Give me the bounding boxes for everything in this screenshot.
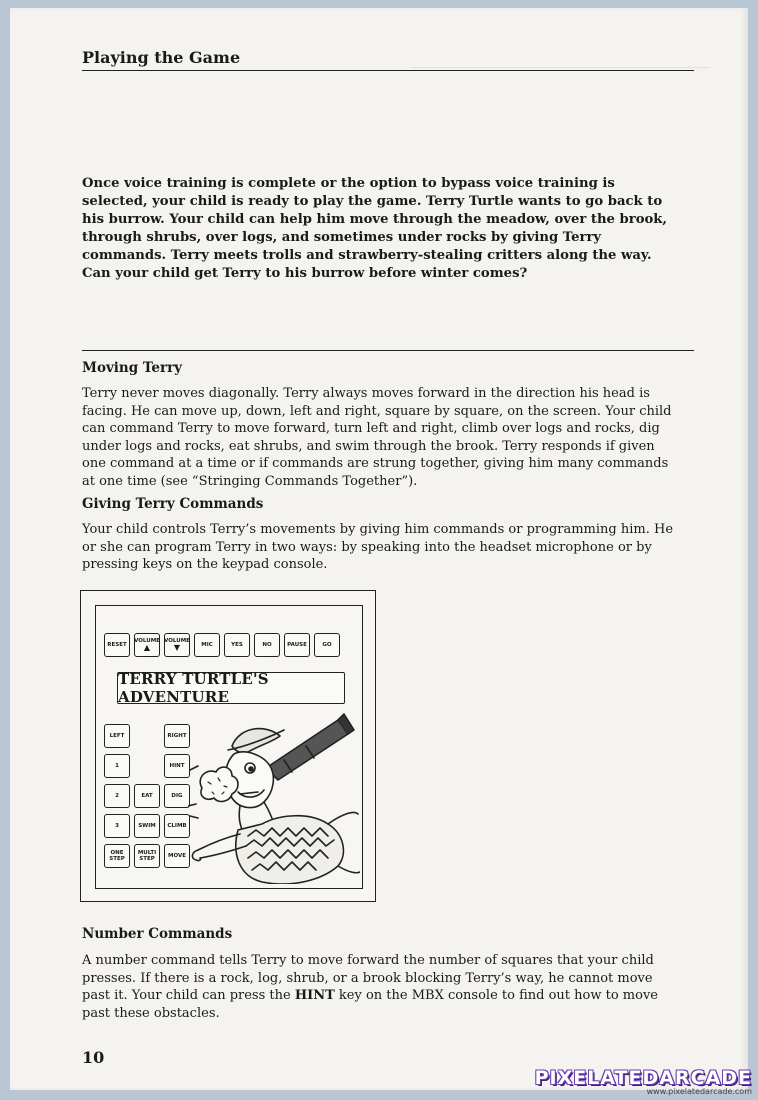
hint-key-reference: HINT (294, 988, 335, 1003)
moving-terry-text: Terry never moves diagonally. Terry always moves forward in the direction his head is facing. He can move up, down, left and right, square by square, on the screen. Your child can command Terry to move forward, turn left and right, climb over logs and rocks, dig under logs and rocks, eat shrubs, and swim through the brook. Terry responds if given one command at a time or if commands are strung together, giving him many commands at one time (see “Stringing Commands Together”). (82, 386, 672, 489)
reset-key (104, 633, 130, 657)
one-key (104, 754, 130, 778)
eat-key-label: EAT (141, 793, 153, 799)
hint-key (164, 754, 190, 778)
climb-key (164, 814, 190, 838)
number-commands-text-2: key on the MBX console to find out how to move past these obstacles. (82, 988, 658, 1021)
move-key (164, 844, 190, 868)
number-commands-paragraph (82, 952, 682, 1022)
two-key (104, 784, 130, 808)
pause-key-label: PAUSE (287, 642, 307, 648)
climb-key-label: CLIMB (167, 823, 187, 829)
go-key (314, 633, 340, 657)
mic-key (194, 633, 220, 657)
one-step-key-label: ONE STEP (109, 850, 125, 862)
moving-terry-heading: Moving Terry (82, 360, 183, 376)
right-key-label: RIGHT (167, 733, 187, 739)
reset-key-label: RESET (107, 642, 127, 648)
giving-commands-paragraph (82, 521, 682, 574)
yes-key-label: YES (231, 642, 243, 648)
watermark-url: www.pixelatedarcade.com (646, 1087, 752, 1096)
dig-key (164, 784, 190, 808)
no-key (254, 633, 280, 657)
volume-up-label: VOLUME (134, 638, 160, 644)
moving-terry-paragraph (82, 385, 682, 490)
volume-up-icon: ▲ (143, 643, 151, 652)
manual-page (10, 8, 748, 1090)
left-key (104, 724, 130, 748)
turtle-shell-icon (236, 816, 344, 884)
three-key-label: 3 (115, 823, 119, 829)
right-key (164, 724, 190, 748)
number-commands-text-1: A number command tells Terry to move forward the number of squares that your child presses. If there is a rock, log, shrub, or a brook blocking Terry’s way, he cannot move past it. Your child can press the (82, 953, 654, 1003)
move-key-label: MOVE (167, 853, 186, 859)
terry-turtle-illustration (188, 706, 360, 884)
keypad-console (95, 605, 363, 889)
two-key-label: 2 (115, 793, 119, 799)
no-key-label: NO (262, 642, 272, 648)
dig-key-label: DIG (171, 793, 183, 799)
page-title: Playing the Game (82, 48, 241, 67)
one-key-label: 1 (115, 763, 119, 769)
go-key-label: GO (322, 642, 332, 648)
swim-key-label: SWIM (138, 823, 156, 829)
section-divider (82, 350, 694, 351)
page-header (82, 48, 694, 71)
yes-key (224, 633, 250, 657)
one-step-key (104, 844, 130, 868)
multi-step-key-label: MULTI STEP (137, 850, 157, 862)
terry-turtle-logo: TERRY TURTLE'S ADVENTURE (117, 672, 345, 704)
three-key (104, 814, 130, 838)
telescope-icon (266, 720, 348, 780)
volume-down-label: VOLUME (164, 638, 190, 644)
giving-commands-heading: Giving Terry Commands (82, 496, 264, 512)
volume-down-icon: ▼ (173, 643, 181, 652)
watermark-brand: PIXELATEDARCADE (534, 1067, 752, 1089)
mic-key-label: MIC (201, 642, 213, 648)
giving-commands-text: Your child controls Terry’s movements by giving him commands or programming him. He or she can program Terry in two ways: by speaking into the headset microphone or by pressing keys on the keypad console. (82, 522, 674, 572)
number-commands-heading: Number Commands (82, 926, 233, 942)
volume-down-key (164, 633, 190, 657)
page-number: 10 (82, 1048, 105, 1067)
eat-key (134, 784, 160, 808)
hint-key-label: HINT (169, 763, 185, 769)
intro-paragraph: Once voice training is complete or the option to bypass voice training is selected, your child is ready to play the game. Terry Turtle wants to go back to his burrow. Your child can help him move through the meadow, over the brook, through shrubs, over logs, and sometimes under rocks by giving Terry commands. Terry meets trolls and strawberry-stealing critters along the way. Can your child get Terry to his burrow before winter comes? (82, 176, 668, 281)
hat-icon (232, 729, 280, 753)
volume-up-key (134, 633, 160, 657)
multi-step-key (134, 844, 160, 868)
watermark (535, 1067, 752, 1096)
keypad-illustration (80, 590, 376, 902)
number-commands-text (82, 952, 682, 1022)
pause-key (284, 633, 310, 657)
left-key-label: LEFT (109, 733, 125, 739)
swim-key (134, 814, 160, 838)
